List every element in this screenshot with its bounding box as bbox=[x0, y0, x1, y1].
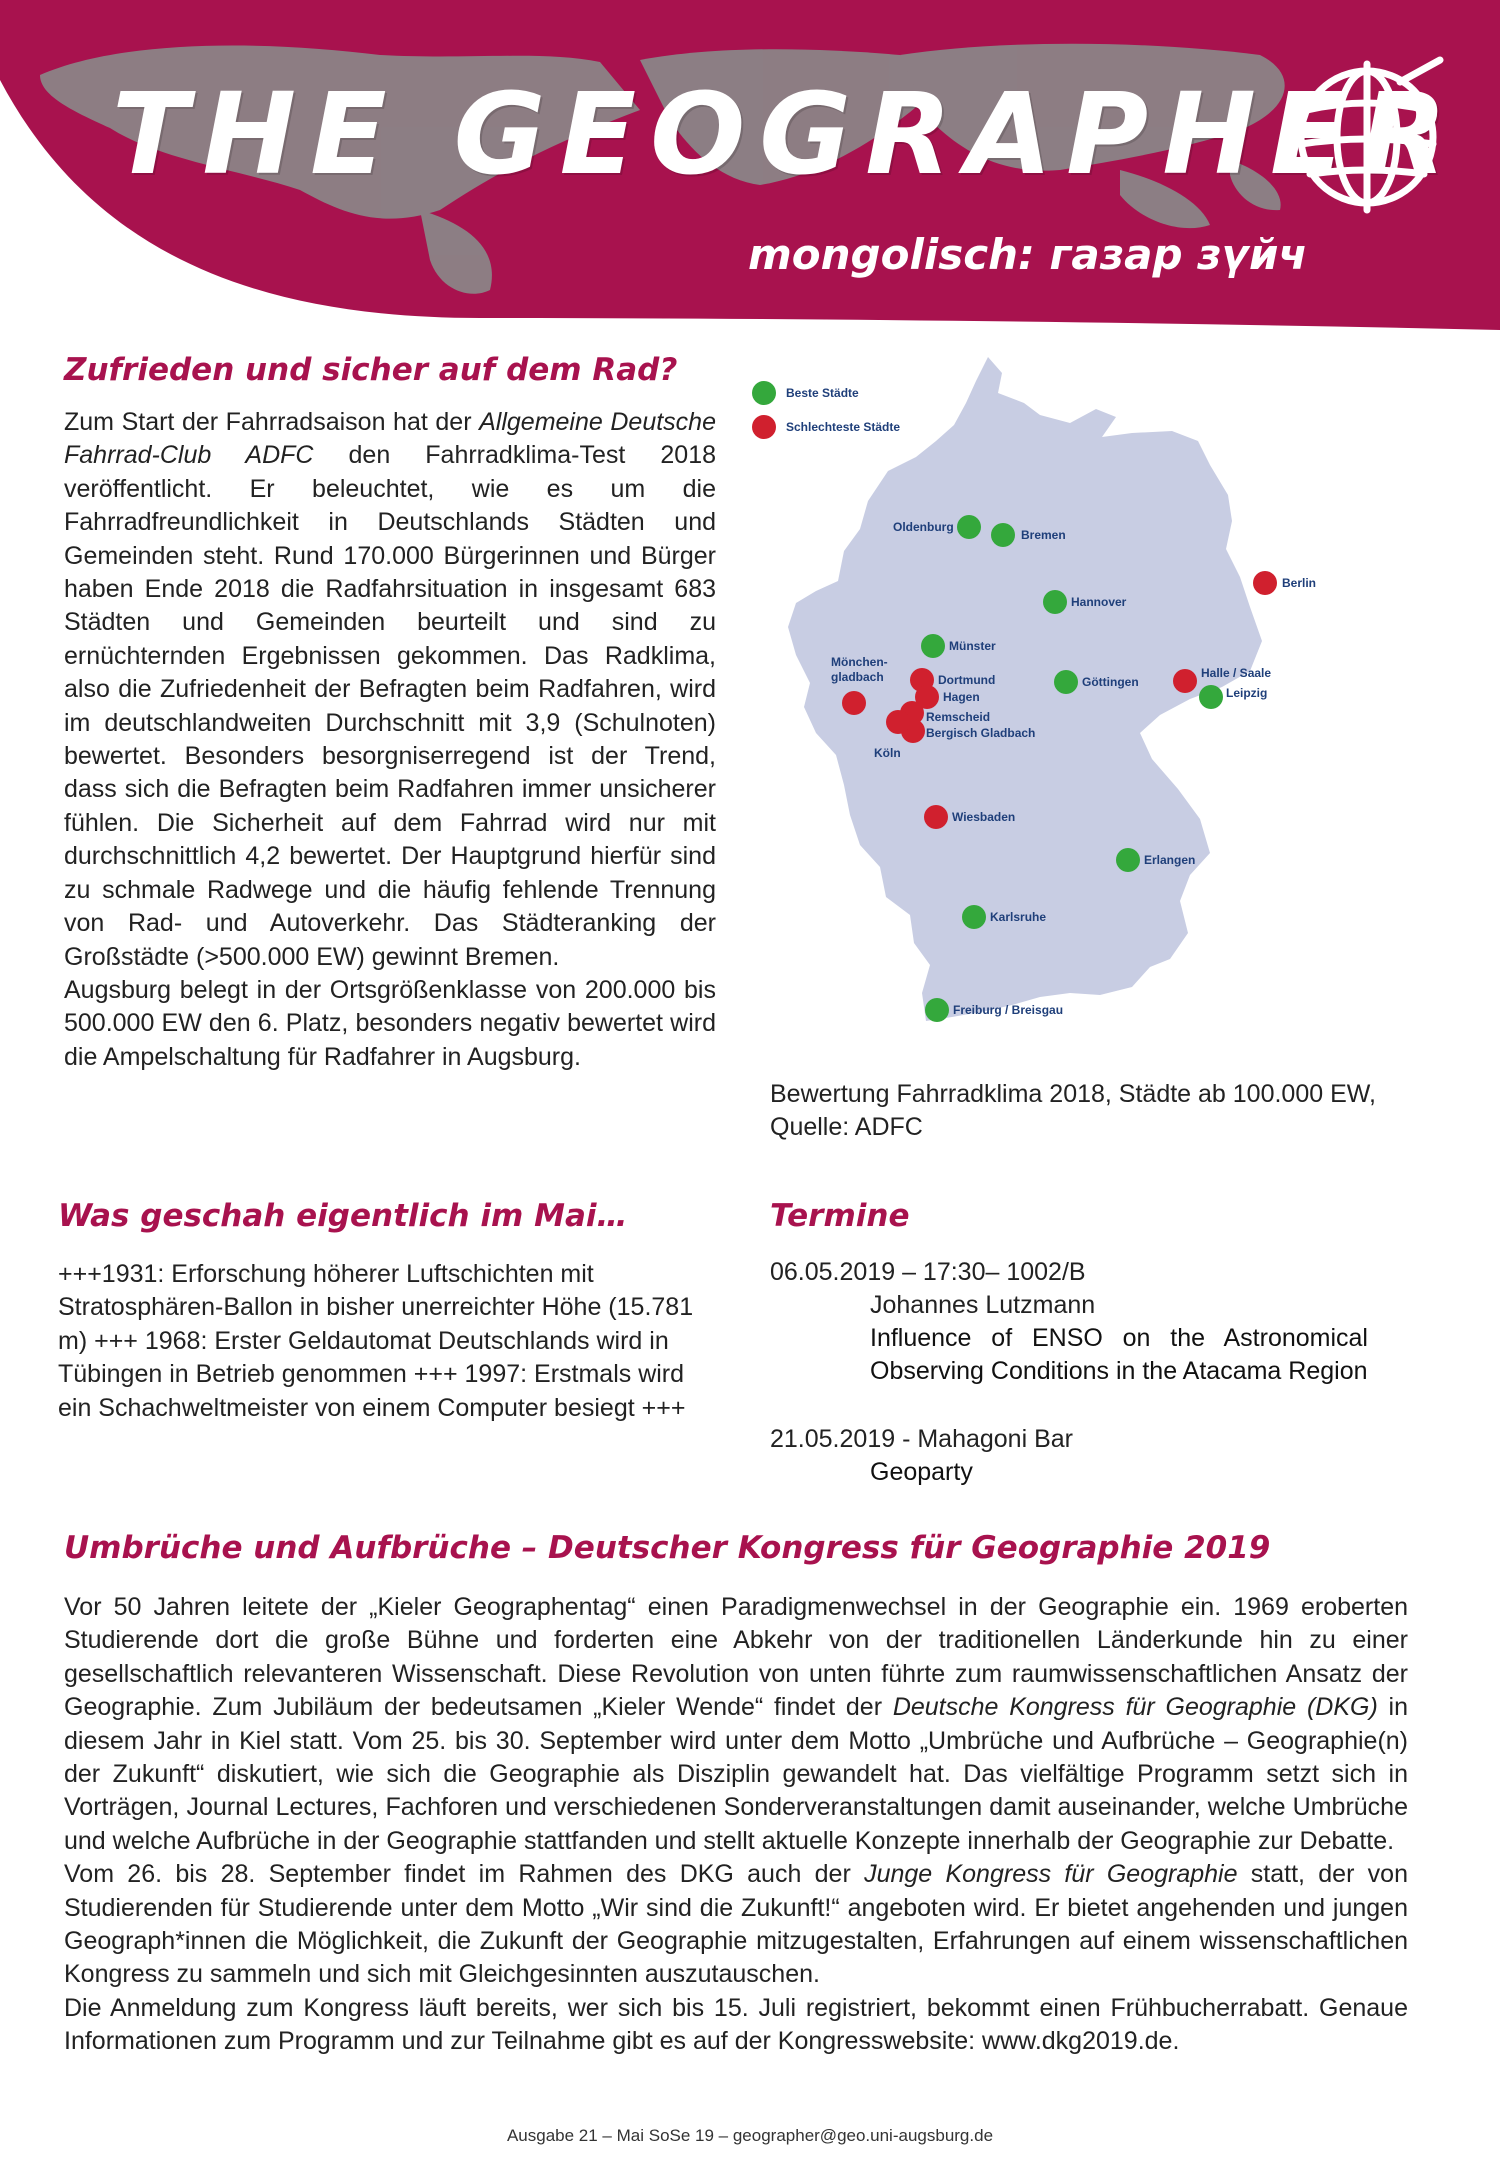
globe-icon bbox=[1282, 52, 1452, 222]
city-label-berlin: Berlin bbox=[1282, 576, 1317, 590]
city-label-freiburg-breisgau: Freiburg / Breisgau bbox=[953, 1003, 1064, 1017]
article2-p2-em: Junge Kongress für Geographie bbox=[864, 1860, 1238, 1889]
city-marker-oldenburg bbox=[957, 515, 981, 539]
article2-p1-em: Deutsche Kongress für Geographie (DKG) bbox=[892, 1693, 1378, 1722]
article2-paragraph-2 bbox=[64, 1858, 1408, 1992]
city-label-gladbach: gladbach bbox=[831, 670, 884, 684]
article2-heading: Umbrüche und Aufbrüche – Deutscher Kongress für Geographie 2019 bbox=[64, 1530, 1271, 1566]
event2-title: Geoparty bbox=[870, 1458, 973, 1486]
city-label-leipzig: Leipzig bbox=[1226, 686, 1268, 700]
city-marker-leipzig bbox=[1199, 685, 1223, 709]
city-marker-berlin bbox=[1253, 571, 1277, 595]
article2-p2-a: Vom 26. bis 28. September findet im Rahmen des DKG auch der bbox=[64, 1860, 865, 1889]
legend-worst-label: Schlechteste Städte bbox=[786, 420, 901, 434]
city-label-hagen: Hagen bbox=[943, 690, 980, 704]
article1-org: Allgemeine Deutsche Fahrrad-Club ADFC bbox=[64, 408, 716, 470]
city-marker-gladbach bbox=[842, 691, 866, 715]
germany-map-svg bbox=[740, 345, 1440, 1045]
article1-intro: Zum Start der Fahrradsaison hat der bbox=[64, 408, 480, 436]
article2-p2-b: statt, der von Studierenden für Studierende unter dem Motto „Wir sind die Zukunft!“ angeboten wird. Er bietet angehenden und jungen Geograph*innen die Möglichkeit, die Zukunft der Geographie mitzugestalten, Erfahrungen auf einem wissenschaftlichen Kongress zu sammeln und sich mit Gleichgesinnten auszutauschen. bbox=[64, 1860, 1408, 1989]
events-heading: Termine bbox=[770, 1198, 910, 1234]
article2-body bbox=[64, 1591, 1408, 2059]
city-marker-karlsruhe bbox=[962, 905, 986, 929]
city-label-köln: Köln bbox=[874, 746, 901, 760]
city-label-wiesbaden: Wiesbaden bbox=[952, 810, 1016, 824]
city-marker-halle-saale bbox=[1173, 669, 1197, 693]
map-caption: Bewertung Fahrradklima 2018, Städte ab 100.000 EW, Quelle: ADFC bbox=[770, 1080, 1376, 1141]
article1-body bbox=[64, 406, 716, 1074]
city-marker-hannover bbox=[1043, 590, 1067, 614]
history-heading: Was geschah eigentlich im Mai… bbox=[58, 1198, 628, 1234]
article2-p1-b: in diesem Jahr in Kiel statt. Vom 25. bis 30. September wird unter dem Motto „Umbrüche und Aufbrüche – Geographie(n) der Zukunft“ diskutiert, wie sich die Geographie als Disziplin gewandelt hat. Das vielfältige Programm setzt sich in Vorträgen, Journal Lectures, Fachforen und verschiedenen Sonderveranstaltungen damit auseinander, welche Umbrüche und welche Aufbrüche in der Geographie stattfanden und stellt aktuelle Konzepte innerhalb der Geographie zur Debatte. bbox=[64, 1693, 1408, 1855]
event2-datetime: 21.05.2019 - Mahagoni Bar bbox=[770, 1425, 1073, 1453]
article2-paragraph-3: Die Anmeldung zum Kongress läuft bereits, wer sich bis 15. Juli registriert, bekommt einen Frühbucherrabatt. Genaue Informationen zum Programm und zur Teilnahme gibt es auf der Kongresswebsite: www.dkg2019.de. bbox=[64, 1993, 1408, 2056]
article1-paragraph-2: Augsburg belegt in der Ortsgrößenklasse von 200.000 bis 500.000 EW den 6. Platz, besonders negativ bewertet wird die Ampelschaltung für Radfahrer in Augsburg. bbox=[64, 975, 716, 1071]
masthead-subtitle: mongolisch: газар зүйч bbox=[748, 230, 1308, 279]
footer: Ausgabe 21 – Mai SoSe 19 – geographer@geo.uni-augsburg.de bbox=[506, 2126, 994, 2145]
city-marker-göttingen bbox=[1054, 670, 1078, 694]
city-label-oldenburg: Oldenburg bbox=[893, 520, 954, 534]
germany-map bbox=[740, 345, 1440, 1045]
city-label-göttingen: Göttingen bbox=[1082, 675, 1139, 689]
event1-title: Influence of ENSO on the Astronomical Observing Conditions in the Atacama Region bbox=[870, 1324, 1368, 1386]
city-label-mönchen: Mönchen- bbox=[831, 655, 888, 669]
article1-rest: den Fahrradklima-Test 2018 veröffentlicht. Er beleuchtet, wie es um die Fahrradfreundlichkeit in Deutschlands Städten und Gemeinden steht. Rund 170.000 Bürgerinnen und Bürger haben Ende 2018 die Radfahrsituation in insgesamt 683 Städten und Gemeinden beurteilt und sind zu ernüchternden Ergebnissen gekommen. Das Radklima, also die Zufriedenheit der Befragten beim Radfahren, wird im deutschlandweiten Durchschnitt mit 3,9 (Schulnoten) bewertet. Besonders besorgniserregend ist der Trend, dass sich die Befragten beim Radfahren immer unsicherer fühlen. Die Sicherheit auf dem Fahrrad wird nur mit durchschnittlich 4,2 bewertet. Der Hauptgrund hierfür sind zu schmale Radwege und die häufig fehlende Trennung von Rad- und Autoverkehr. Das Städteranking der Großstädte (>500.000 EW) gewinnt Bremen. bbox=[64, 441, 716, 971]
event1-speaker: Johannes Lutzmann bbox=[870, 1291, 1096, 1319]
article2-paragraph-1 bbox=[64, 1591, 1408, 1858]
city-label-halle-saale: Halle / Saale bbox=[1201, 666, 1272, 680]
city-marker-erlangen bbox=[1116, 848, 1140, 872]
city-label-bergisch-gladbach: Bergisch Gladbach bbox=[926, 726, 1036, 740]
city-label-erlangen: Erlangen bbox=[1144, 853, 1196, 867]
article1-paragraph-1 bbox=[64, 406, 716, 974]
event1-datetime: 06.05.2019 – 17:30– 1002/B bbox=[770, 1258, 1086, 1286]
article1-heading: Zufrieden und sicher auf dem Rad? bbox=[64, 352, 678, 388]
city-marker-wiesbaden bbox=[924, 805, 948, 829]
city-label-münster: Münster bbox=[949, 639, 996, 653]
masthead-title: THE GEOGRAPHER bbox=[112, 70, 1461, 200]
legend-best-label: Beste Städte bbox=[786, 386, 859, 400]
city-label-remscheid: Remscheid bbox=[926, 710, 991, 724]
city-label-karlsruhe: Karlsruhe bbox=[990, 910, 1047, 924]
map-legend bbox=[752, 381, 900, 439]
history-text: +++1931: Erforschung höherer Luftschichten mit Stratosphären-Ballon in bisher unerreichter Höhe (15.781 m) +++ 1968: Erster Geldautomat Deutschlands wird in Tübingen in Betrieb genommen +++ 1997: Erstmals wird ein Schachweltmeister von einem Computer besiegt +++ bbox=[58, 1260, 694, 1422]
legend-worst-marker bbox=[752, 415, 776, 439]
city-marker-bremen bbox=[991, 523, 1015, 547]
city-label-hannover: Hannover bbox=[1071, 595, 1127, 609]
city-label-dortmund: Dortmund bbox=[938, 673, 996, 687]
article2-p1-a: Vor 50 Jahren leitete der „Kieler Geographentag“ einen Paradigmenwechsel in der Geographie ein. 1969 eroberten Studierende dort die große Bühne und forderten eine Abkehr von der traditionellen Länderkunde hin zu einer gesellschaftlich relevanteren Wissenschaft. Diese Revolution von unten führte zum raumwissenschaftlichen Ansatz der Geographie. Zum Jubiläum der bedeutsamen „Kieler Wende“ findet der bbox=[64, 1593, 1408, 1722]
city-marker-freiburg-breisgau bbox=[925, 998, 949, 1022]
city-marker-köln bbox=[886, 710, 910, 734]
masthead bbox=[0, 0, 1500, 330]
legend-best-marker bbox=[752, 381, 776, 405]
city-marker-münster bbox=[921, 634, 945, 658]
city-label-bremen: Bremen bbox=[1021, 528, 1066, 542]
